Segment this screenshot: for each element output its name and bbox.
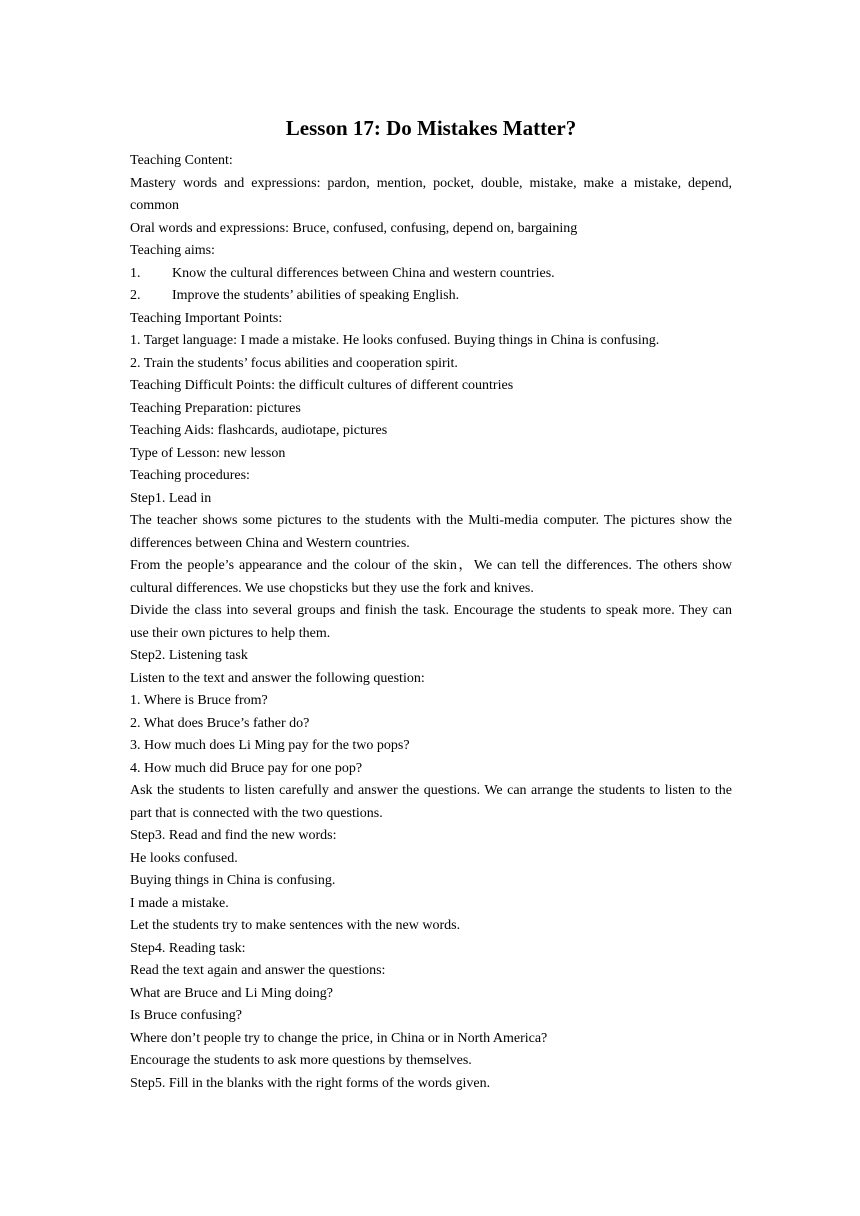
step4-question: Where don’t people try to change the price, in China or in North America?	[130, 1030, 548, 1046]
step2-note: Ask the students to listen carefully and answer the questions. We can arrange the students to listen to the part that is connected with the two questions.	[130, 783, 732, 821]
aim-item	[130, 263, 732, 286]
document-page	[130, 114, 732, 1095]
teaching-aids: Teaching Aids: flashcards, audiotape, pictures	[130, 423, 388, 438]
step3-line: He looks confused.	[130, 850, 238, 866]
aims-heading: Teaching aims:	[130, 243, 215, 258]
step4-intro: Read the text again and answer the questions:	[130, 963, 386, 978]
step4-question: What are Bruce and Li Ming doing?	[130, 985, 333, 1001]
step1-paragraph: From the people’s appearance and the colour of the skin，We can tell the differences. The others show cultural differences. We use chopsticks but they use the fork and knives.	[130, 558, 732, 596]
step1-paragraph: Divide the class into several groups and finish the task. Encourage the students to speak more. They can use their own pictures to help them.	[130, 603, 732, 641]
step3-line: I made a mistake.	[130, 895, 229, 911]
step3-line: Let the students try to make sentences with the new words.	[130, 918, 461, 933]
teaching-preparation: Teaching Preparation: pictures	[130, 400, 301, 416]
step4-heading: Step4. Reading task:	[130, 940, 246, 956]
step2-question: 4. How much did Bruce pay for one pop?	[130, 760, 363, 776]
aim-text: Know the cultural differences between China and western countries.	[172, 265, 555, 281]
aim-number: 1.	[130, 265, 141, 281]
step1-heading: Step1. Lead in	[130, 490, 212, 506]
step4-question: Is Bruce confusing?	[130, 1008, 242, 1023]
difficult-points: Teaching Difficult Points: the difficult cultures of different countries	[130, 378, 514, 393]
lesson-type: Type of Lesson: new lesson	[130, 445, 286, 461]
step3-line: Buying things in China is confusing.	[130, 873, 336, 888]
procedures-heading: Teaching procedures:	[130, 468, 250, 483]
aim-text: Improve the students’ abilities of speaking English.	[172, 288, 460, 303]
teaching-content-heading: Teaching Content:	[130, 153, 233, 168]
important-point: 1. Target language: I made a mistake. He looks confused. Buying things in China is confusing.	[130, 333, 660, 348]
step4-note: Encourage the students to ask more questions by themselves.	[130, 1053, 472, 1068]
step2-heading: Step2. Listening task	[130, 648, 248, 663]
important-point: 2. Train the students’ focus abilities and cooperation spirit.	[130, 355, 458, 371]
step2-question: 2. What does Bruce’s father do?	[130, 715, 310, 731]
oral-words: Oral words and expressions: Bruce, confused, confusing, depend on, bargaining	[130, 220, 578, 236]
step5-heading: Step5. Fill in the blanks with the right forms of the words given.	[130, 1075, 491, 1091]
step2-question: 1. Where is Bruce from?	[130, 693, 268, 708]
mastery-words: Mastery words and expressions: pardon, mention, pocket, double, mistake, make a mistake, depend, common	[130, 175, 732, 213]
step3-heading: Step3. Read and find the new words:	[130, 828, 337, 843]
aim-item	[130, 285, 732, 308]
document-title: Lesson 17: Do Mistakes Matter?	[285, 116, 577, 140]
step2-intro: Listen to the text and answer the following question:	[130, 670, 425, 686]
important-points-heading: Teaching Important Points:	[130, 310, 283, 326]
aim-number: 2.	[130, 288, 141, 303]
step2-question: 3. How much does Li Ming pay for the two pops?	[130, 738, 410, 753]
step1-paragraph: The teacher shows some pictures to the students with the Multi-media computer. The pictures show the differences between China and Western countries.	[130, 513, 732, 551]
